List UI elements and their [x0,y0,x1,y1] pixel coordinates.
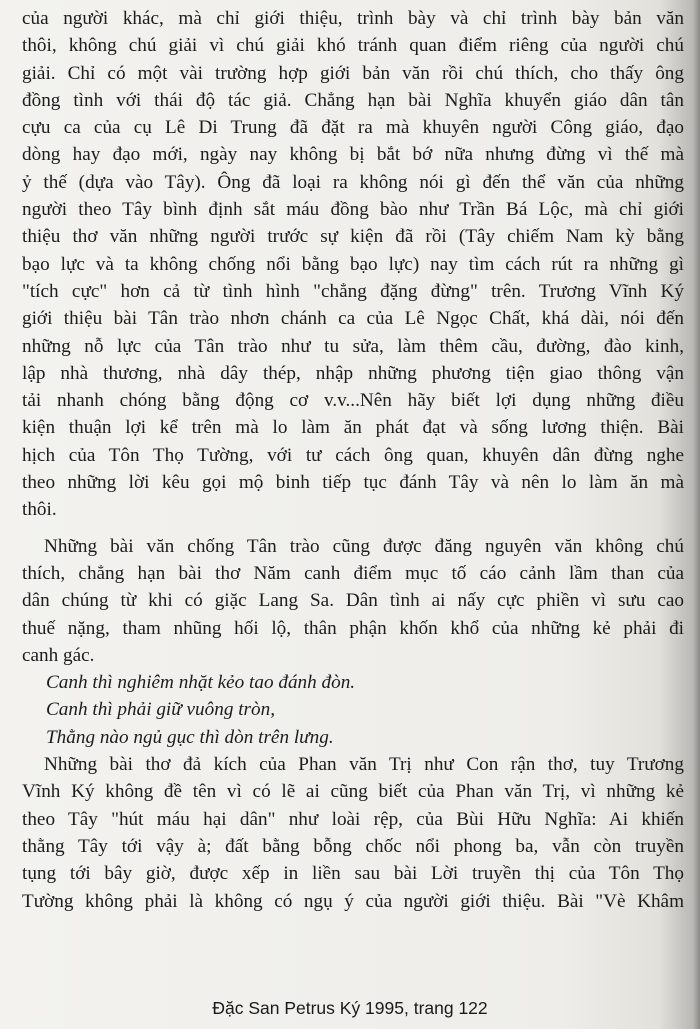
paragraph-gap [22,524,684,533]
text-line: bạo lực và ta không chống nổi bằng bạo lực) nay tìm cách rút ra những gì [22,253,684,275]
text-line: canh gác. [22,644,95,666]
page-body [22,5,684,915]
text-line: giới thiệu bài Tân trào nhơn chánh ca của Lê Ngọc Chất, khá dài, nói đến [22,308,684,330]
text-line: "tích cực" hơn cả từ tình hình "chẳng đặng đừng" trên. Trương Vĩnh Ký [22,280,684,302]
text-line: thằng Tây tới vậy à; đất bằng bỗng chốc nổi phong ba, vẫn còn truyền [22,835,684,857]
text-line: tụng tới bây giờ, được xếp in liền sau bài Lời truyền thị của Tôn Thọ [22,863,684,885]
text-line: của người khác, mà chỉ giới thiệu, trình bày và chỉ trình bày bản văn [22,8,684,29]
text-line: thiệu thơ văn những người trước sự kiện đã rồi (Tây chiếm Nam kỳ bằng [22,226,684,248]
paragraph-1 [22,5,684,524]
text-line: những nỗ lực của Tân trào như tu sửa, làm thêm cầu, đường, đào kinh, [22,335,684,357]
text-line: theo Tây "hút máu hại dân" như loài rệp, của Bùi Hữu Nghĩa: Ai khiến [22,808,684,830]
text-line: Những bài văn chống Tân trào cũng được đăng nguyên văn không chú [44,535,684,557]
text-line: dân chúng từ khi có giặc Lang Sa. Dân tình ai nấy cực phiền vì sưu cao [22,590,684,612]
text-line: dòng hay đạo mới, ngày nay không bị bắt bớ nữa nhưng đừng vì thế mà [22,144,684,166]
poem-line: Canh thì nghiêm nhặt kẻo tao đánh đòn. [46,672,356,694]
text-line: giải. Chỉ có một vài trường hợp giới bản văn rồi chú thích, cho thấy ông [22,62,684,84]
text-line: Những bài thơ đả kích của Phan văn Trị như Con rận thơ, tuy Trương [44,754,684,776]
text-line: cựu ca của cụ Lê Di Trung đã đặt ra mà khuyên người Công giáo, đạo [22,117,684,139]
text-line: Vĩnh Ký không đề tên vì có lẽ ai cũng biết của Phan văn Trị, vì những kẻ [22,781,684,803]
text-line: hịch của Tôn Thọ Tường, với tư cách ông quan, khuyên dân đừng nghe [22,444,684,466]
text-line: kiện thuận lợi kể trên mà lo làm ăn phát đạt và sống lương thiện. Bài [22,417,684,439]
paragraph-3 [22,751,684,915]
text-line: ỷ thế (dựa vào Tây). Ông đã loại ra không nói gì đến thể văn của những [22,171,684,193]
text-line: tải nhanh chóng bằng động cơ v.v...Nên hãy biết lợi dụng những điều [22,390,684,412]
poem-quote [46,669,684,751]
paragraph-2 [22,533,684,669]
text-line: Tường không phải là không có ngụ ý của người giới thiệu. Bài "Vè Khâm [22,890,684,912]
text-line: lập nhà thương, nhà dây thép, nhập những phương tiện giao thông vận [22,362,684,384]
text-line: người theo Tây bình định sắt máu đồng bào như Trần Bá Lộc, mà chỉ giới [22,199,684,221]
text-line: thuế nặng, tham nhũng hối lộ, thân phận khốn khổ của những kẻ phải đi [22,617,684,639]
page-footer: Đặc San Petrus Ký 1995, trang 122 [212,998,488,1018]
text-line: đồng tình với thái độ tác giả. Chẳng hạn bài Nghĩa khuyển giáo dân tân [22,89,684,111]
text-line: thích, chẳng hạn bài thơ Năm canh điểm mục tố cáo cảnh lầm than của [22,562,684,584]
text-line: theo những lời kêu gọi mộ binh tiếp tục đánh Tây và nên lo làm ăn mà [22,472,684,494]
text-line: thôi, không chú giải vì chú giải khó tránh quan điểm riêng của người chú [22,35,684,57]
text-line: thôi. [22,499,57,521]
poem-line: Thằng nào ngủ gục thì dòn trên lưng. [46,726,334,748]
poem-line: Canh thì phải giữ vuông tròn, [46,699,275,721]
